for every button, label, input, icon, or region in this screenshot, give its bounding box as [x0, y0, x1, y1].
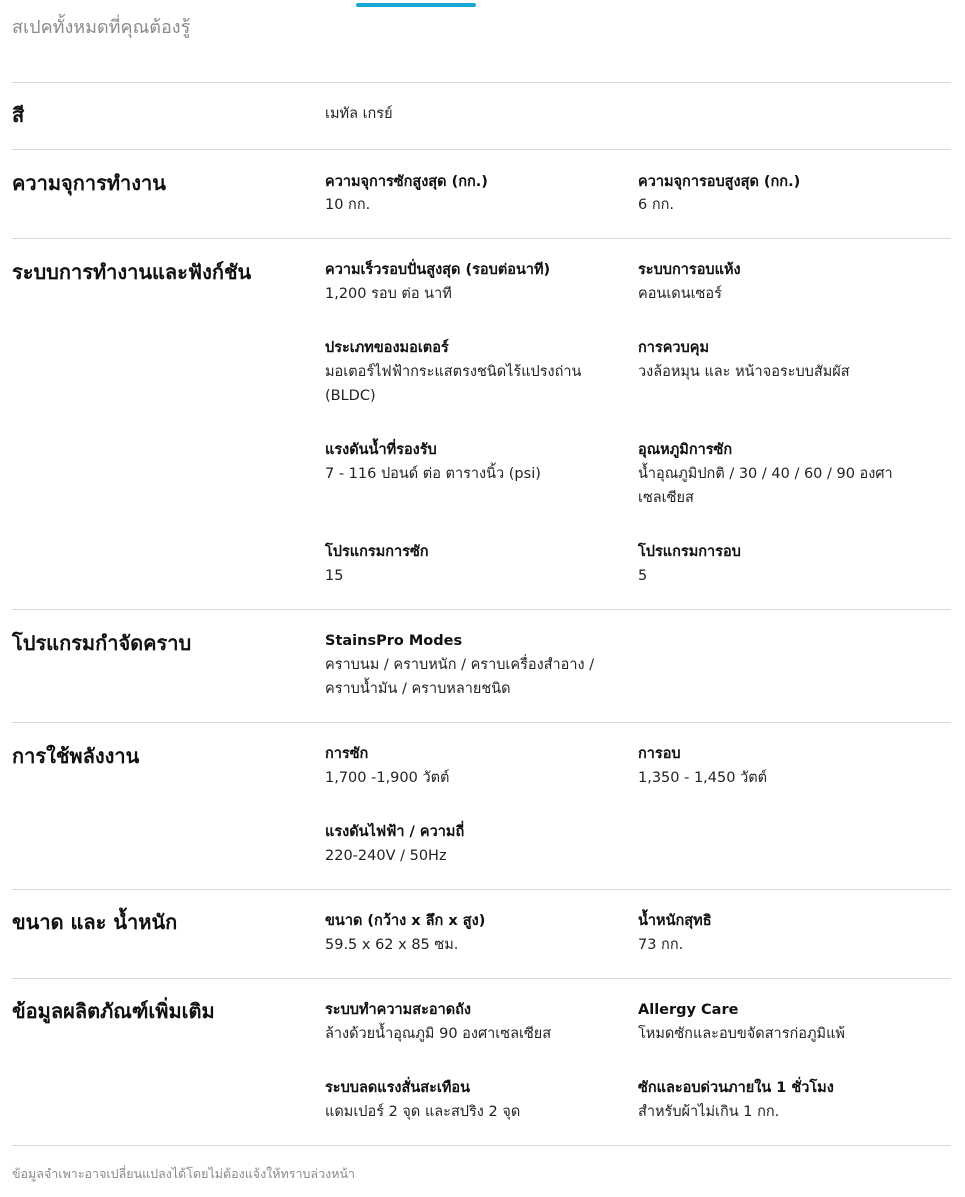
spec-section-stain-removal [12, 610, 951, 723]
spec-value: แดมเปอร์ 2 จุด และสปริง 2 จุด [325, 1104, 521, 1120]
spec-label: Allergy Care [638, 1002, 739, 1018]
spec-value: 73 กก. [638, 937, 684, 953]
spec-table [12, 82, 951, 1146]
spec-value: สำหรับผ้าไม่เกิน 1 กก. [638, 1104, 780, 1120]
spec-section-capacity [12, 150, 951, 239]
spec-label: ความจุการซักสูงสุด (กก.) [325, 174, 488, 190]
spec-value: มอเตอร์ไฟฟ้ากระแสตรงชนิดไร้แปรงถ่าน [325, 364, 582, 380]
spec-label: ระบบทำความสะอาดถัง [325, 1002, 471, 1018]
spec-value: คราบนม / คราบหนัก / คราบเครื่องสำอาง / [325, 657, 595, 673]
active-tab-indicator [356, 3, 476, 7]
spec-value: 5 [638, 568, 648, 584]
section-title: ขนาด และ น้ำหนัก [12, 910, 178, 934]
spec-label: โปรแกรมการซัก [325, 544, 429, 560]
spec-value: เมทัล เกรย์ [325, 106, 393, 122]
spec-label: แรงดันน้ำที่รองรับ [325, 442, 437, 458]
spec-label: ความเร็วรอบปั่นสูงสุด (รอบต่อนาที) [325, 262, 551, 278]
spec-label: ระบบการอบแห้ง [638, 262, 741, 278]
spec-value: 6 กก. [638, 197, 675, 213]
spec-section-additional [12, 979, 951, 1146]
spec-value: 220-240V / 50Hz [325, 848, 447, 864]
spec-value: โหมดซักและอบขจัดสารก่อภูมิแพ้ [638, 1026, 845, 1042]
section-title: การใช้พลังงาน [12, 744, 140, 768]
spec-label: ประเภทของมอเตอร์ [325, 340, 449, 356]
spec-value: 10 กก. [325, 197, 371, 213]
section-title: สี [12, 103, 25, 127]
spec-label: การอบ [638, 746, 681, 762]
spec-section-color [12, 83, 951, 150]
spec-value: วงล้อหมุน และ หน้าจอระบบสัมผัส [638, 364, 850, 380]
spec-section-dimensions [12, 890, 951, 979]
spec-label: StainsPro Modes [325, 633, 463, 649]
spec-value: คอนเดนเซอร์ [638, 286, 722, 302]
spec-value: 1,200 รอบ ต่อ นาที [325, 286, 452, 302]
section-title: ความจุการทำงาน [12, 171, 166, 195]
spec-value: (BLDC) [325, 388, 376, 404]
page-title: สเปคทั้งหมดที่คุณต้องรู้ [12, 17, 191, 38]
section-title: ข้อมูลผลิตภัณฑ์เพิ่มเติม [12, 999, 215, 1023]
spec-section-power [12, 723, 951, 890]
spec-value: 1,350 - 1,450 วัตต์ [638, 770, 768, 786]
spec-label: ขนาด (กว้าง x ลึก x สูง) [325, 913, 486, 929]
spec-value: เซลเซียส [638, 490, 694, 506]
spec-label: แรงดันไฟฟ้า / ความถี่ [325, 824, 465, 840]
spec-value: คราบน้ำมัน / คราบหลายชนิด [325, 681, 511, 697]
spec-label: โปรแกรมการอบ [638, 544, 741, 560]
spec-value: 7 - 116 ปอนด์ ต่อ ตารางนิ้ว (psi) [325, 466, 541, 482]
spec-label: ซักและอบด่วนภายใน 1 ชั่วโมง [638, 1080, 834, 1096]
spec-section-operation [12, 239, 951, 610]
spec-label: การซัก [325, 746, 369, 762]
spec-value: 15 [325, 568, 344, 584]
spec-label: ความจุการอบสูงสุด (กก.) [638, 174, 801, 190]
spec-label: อุณหภูมิการซัก [638, 442, 733, 458]
disclaimer-text: ข้อมูลจำเพาะอาจเปลี่ยนแปลงได้โดยไม่ต้องแจ้งให้ทราบล่วงหน้า [12, 1166, 356, 1181]
section-title: ระบบการทำงานและฟังก์ชัน [12, 260, 252, 284]
spec-label: การควบคุม [638, 340, 710, 356]
section-title: โปรแกรมกำจัดคราบ [12, 631, 192, 655]
spec-value: 59.5 x 62 x 85 ซม. [325, 937, 459, 953]
spec-label: น้ำหนักสุทธิ [638, 913, 712, 929]
spec-value: 1,700 -1,900 วัตต์ [325, 770, 450, 786]
spec-value: น้ำอุณภูมิปกติ / 30 / 40 / 60 / 90 องศา [638, 466, 893, 482]
spec-label: ระบบลดแรงสั่นสะเทือน [325, 1080, 471, 1096]
spec-value: ล้างด้วยน้ำอุณภูมิ 90 องศาเซลเซียส [325, 1026, 552, 1042]
